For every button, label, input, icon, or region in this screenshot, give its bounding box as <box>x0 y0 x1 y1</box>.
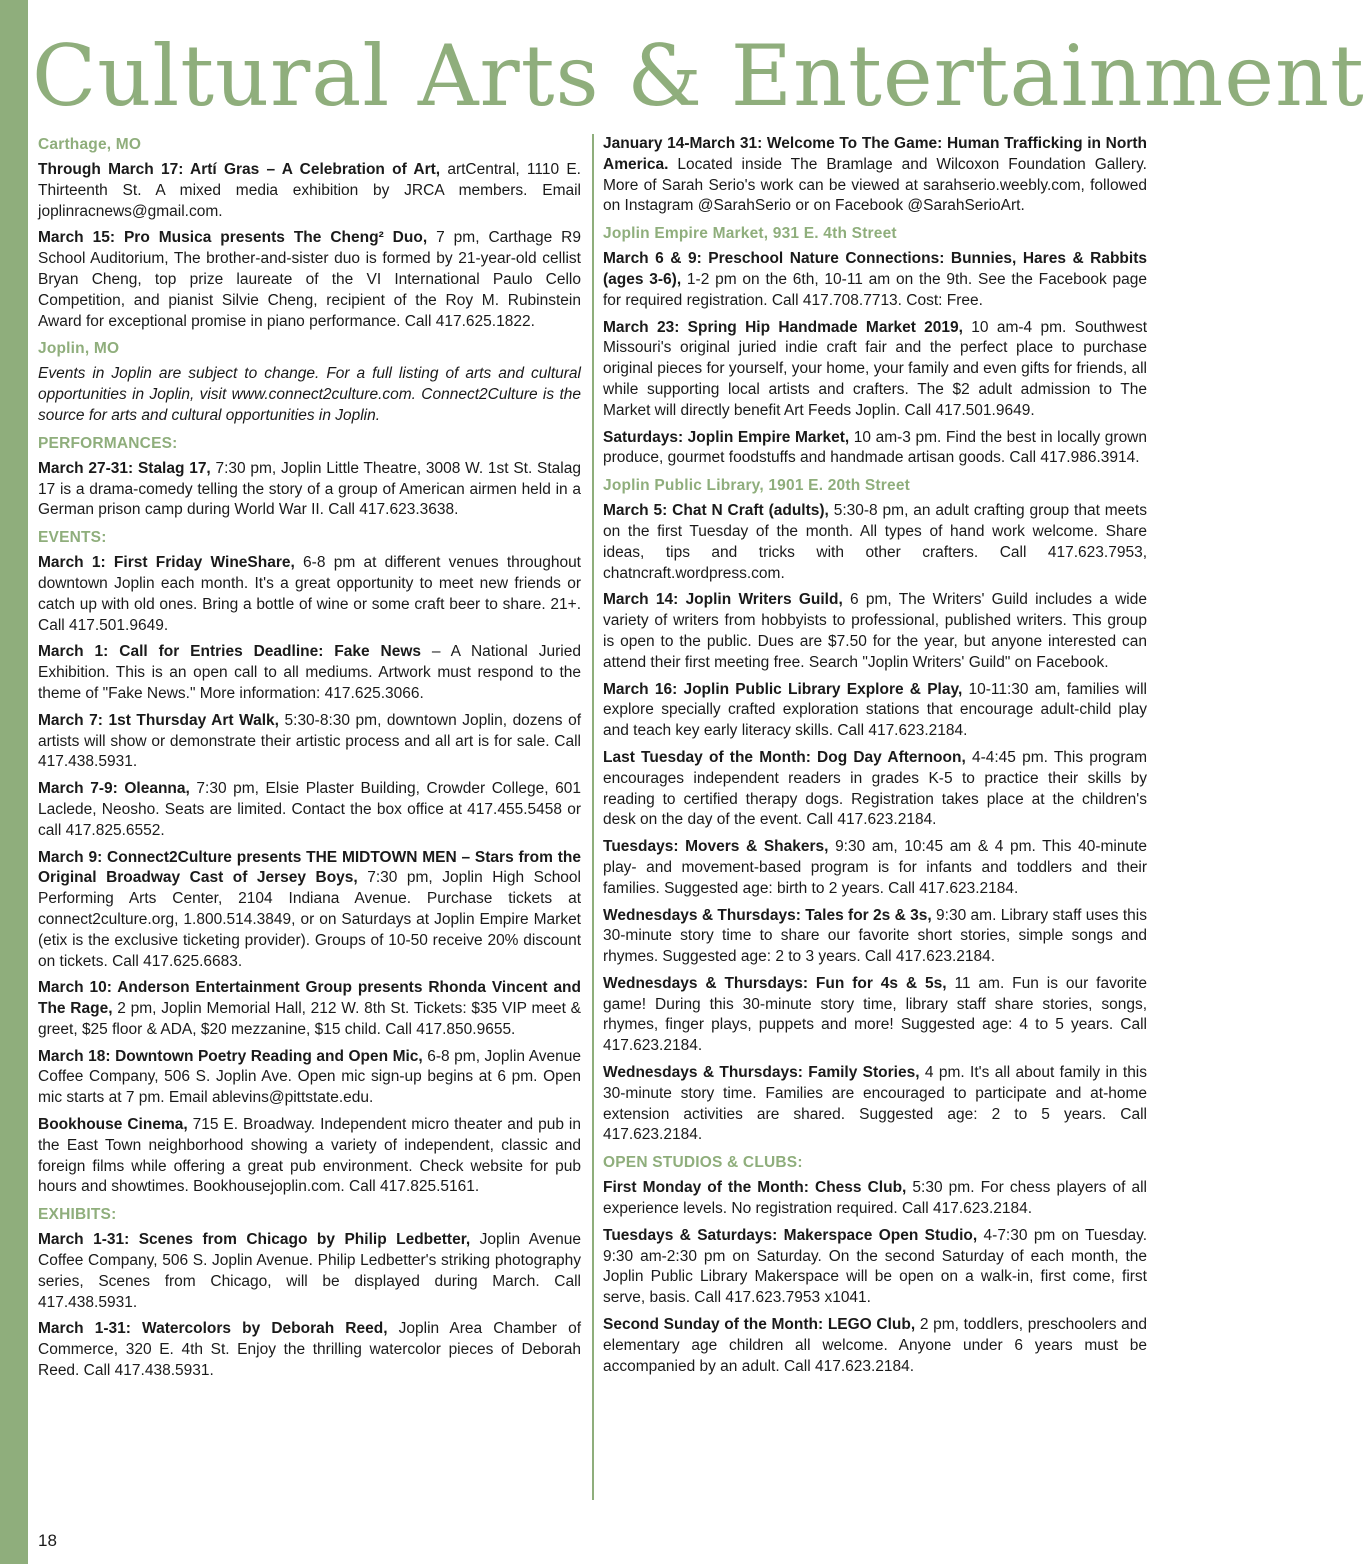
side-color-stripe <box>0 0 28 1564</box>
section-heading-events: EVENTS: <box>38 529 107 547</box>
page-title: Cultural Arts & Entertainment <box>32 27 1365 125</box>
section-heading-open-studios: OPEN STUDIOS & CLUBS: <box>603 1154 803 1172</box>
event-entry: March 14: Joplin Writers Guild, 6 pm, The Writers' Guild includes a wide variety of writers from hobbyists to professional, published writers. This group is open to the public. Dues are $7.50 for the year, but anyone interested can attend their first meeting free. Search "Joplin Writers' Guild" on Facebook. <box>603 591 1147 671</box>
event-entry: March 10: Anderson Entertainment Group presents Rhonda Vincent and The Rage, 2 pm, Joplin Memorial Hall, 212 W. 8th St. Tickets: $35 VIP meet & greet, $25 floor & ADA, $20 mezzanine, $15 child. Call 417.850.9655. <box>38 979 581 1038</box>
event-entry: Tuesdays: Movers & Shakers, 9:30 am, 10:45 am & 4 pm. This 40-minute play- and movement-based program is for infants and toddlers and their families. Suggested age: birth to 2 years. Call 417.623.2184. <box>603 838 1148 897</box>
event-entry: Saturdays: Joplin Empire Market, 10 am-3 pm. Find the best in locally grown produce, gourmet foodstuffs and handmade artisan goods. Call 417.986.3914. <box>603 428 1147 467</box>
section-heading-empire-market: Joplin Empire Market, 931 E. 4th Street <box>603 225 897 243</box>
joplin-note: Events in Joplin are subject to change. For a full listing of arts and cultural opportunities in Joplin, visit www.connect2culture.com. Connect2Culture is the source for arts and cultural opportunities in Joplin. <box>38 365 581 424</box>
left-column <box>38 134 581 1388</box>
event-entry: First Monday of the Month: Chess Club, 5:30 pm. For chess players of all experience levels. No registration required. Call 417.623.2184. <box>603 1179 1147 1218</box>
event-entry: January 14-March 31: Welcome To The Game: Human Trafficking in North America. Located inside The Bramlage and Wilcoxon Foundation Gallery. More of Sarah Serio's work can be viewed at sarahserio.weebly.com, followed on Instagram @SarahSerio or on Facebook @SarahSerioArt. <box>603 135 1147 215</box>
event-entry: March 7-9: Oleanna, 7:30 pm, Elsie Plaster Building, Crowder College, 601 Laclede, Neosho. Seats are limited. Contact the box office at 417.455.5458 or call 417.825.6552. <box>38 780 581 839</box>
event-entry: March 1: First Friday WineShare, 6-8 pm at different venues throughout downtown Joplin each month. It's a great opportunity to meet new friends or catch up with old ones. Bring a bottle of wine or some craft beer to share. 21+. Call 417.501.9649. <box>38 554 581 634</box>
event-entry: Wednesdays & Thursdays: Tales for 2s & 3s, 9:30 am. Library staff uses this 30-minute story time to share our favorite short stories, simple songs and rhymes. Suggested age: 2 to 3 years. Call 417.623.2184. <box>603 906 1147 966</box>
event-entry: Tuesdays & Saturdays: Makerspace Open Studio, 4-7:30 pm on Tuesday. 9:30 am-2:30 pm on Saturday. On the second Saturday of each month, the Joplin Public Library Makerspace will be open on a walk-in, first come, first serve, basis. Call 417.623.7953 x1041. <box>603 1226 1147 1307</box>
event-entry: March 23: Spring Hip Handmade Market 2019, 10 am-4 pm. Southwest Missouri's original juried indie craft fair and the perfect place to purchase original pieces for yourself, your home, your family and even gifts for friends, all while supporting local artists and crafters. The $2 adult admission to The Market will directly benefit Art Feeds Joplin. Call 417.501.9649. <box>603 318 1148 419</box>
event-entry: March 1-31: Scenes from Chicago by Philip Ledbetter, Joplin Avenue Coffee Company, 506 S. Joplin Avenue. Philip Ledbetter's striking photography series, Scenes from Chicago, will be displayed during March. Call 417.438.5931. <box>38 1231 581 1311</box>
event-entry: Wednesdays & Thursdays: Fun for 4s & 5s, 11 am. Fun is our favorite game! During this 30-minute story time, library staff share stories, songs, rhymes, finger plays, puppets and more! Suggested age: 4 to 5 years. Call 417.623.2184. <box>603 974 1147 1055</box>
event-entry: March 6 & 9: Preschool Nature Connections: Bunnies, Hares & Rabbits (ages 3-6), 1-2 pm on the 6th, 10-11 am on the 9th. See the Facebook page for required registration. Call 417.708.7713. Cost: Free. <box>603 250 1148 309</box>
event-entry: Bookhouse Cinema, 715 E. Broadway. Independent micro theater and pub in the East Town neighborhood showing a variety of independent, classic and foreign films while offering a great pub environment. Check website for pub hours and showtimes. Bookhousejoplin.com. Call 417.825.5161. <box>38 1116 581 1196</box>
section-heading-joplin: Joplin, MO <box>38 340 120 358</box>
right-column <box>603 134 1147 1383</box>
event-entry: Last Tuesday of the Month: Dog Day Afternoon, 4-4:45 pm. This program encourages independent readers in grades K-5 to practice their skills by reading to certified therapy dogs. Registration takes place at the children's desk on the day of the event. Call 417.623.2184. <box>603 748 1148 829</box>
column-divider <box>592 134 594 1500</box>
event-entry: Wednesdays & Thursdays: Family Stories, 4 pm. It's all about family in this 30-minute story time. Families are encouraged to participate and at-home extension activities are shared. Suggested age: 2 to 5 years. Call 417.623.2184. <box>603 1064 1148 1144</box>
event-entry: March 5: Chat N Craft (adults), 5:30-8 pm, an adult crafting group that meets on the first Tuesday of the month. All types of hand work welcome. Share ideas, tips and tricks with other crafters. Call 417.623.7953, chatncraft.wordpress.com. <box>603 502 1147 582</box>
event-entry: March 1: Call for Entries Deadline: Fake News – A National Juried Exhibition. This is an open call to all mediums. Artwork must respond to the theme of "Fake News." More information: 417.625.3066. <box>38 643 581 702</box>
event-entry: March 15: Pro Musica presents The Cheng² Duo, 7 pm, Carthage R9 School Auditorium, The brother-and-sister duo is formed by 21-year-old cellist Bryan Cheng, top prize laureate of the VI International Paulo Cello Competition, and pianist Silvie Cheng, recipient of the Roy M. Rubinstein Award for exceptional promise in piano performance. Call 417.625.1822. <box>38 229 581 330</box>
event-entry: Second Sunday of the Month: LEGO Club, 2 pm, toddlers, preschoolers and elementary age children all welcome. Anyone under 6 years must be accompanied by an adult. Call 417.623.2184. <box>603 1316 1147 1375</box>
section-heading-performances: PERFORMANCES: <box>38 434 178 452</box>
event-entry: March 27-31: Stalag 17, 7:30 pm, Joplin Little Theatre, 3008 W. 1st St. Stalag 17 is a drama-comedy telling the story of a group of American airmen held in a German prison camp during World War II. Call 417.623.3638. <box>38 459 581 519</box>
section-heading-carthage: Carthage, MO <box>38 136 142 153</box>
page-number: 18 <box>38 1531 57 1550</box>
event-entry: March 1-31: Watercolors by Deborah Reed, Joplin Area Chamber of Commerce, 320 E. 4th St. Enjoy the thrilling watercolor pieces of Deborah Reed. Call 417.438.5931. <box>38 1320 581 1380</box>
event-entry: March 18: Downtown Poetry Reading and Open Mic, 6-8 pm, Joplin Avenue Coffee Company, 506 S. Joplin Ave. Open mic sign-up begins at 6 pm. Open mic starts at 7 pm. Email ablevins@pittstate.edu. <box>38 1047 581 1107</box>
event-entry: March 7: 1st Thursday Art Walk, 5:30-8:30 pm, downtown Joplin, dozens of artists will show or demonstrate their artistic process and all art is for sale. Call 417.438.5931. <box>38 711 582 771</box>
section-heading-exhibits: EXHIBITS: <box>38 1206 117 1224</box>
event-entry: March 9: Connect2Culture presents THE MIDTOWN MEN – Stars from the Original Broadway Cast of Jersey Boys, 7:30 pm, Joplin High School Performing Arts Center, 2104 Indiana Avenue. Purchase tickets at connect2culture.org, 1.800.514.3849, or on Saturdays at Joplin Empire Market (etix is the exclusive ticketing provider). Groups of 10-50 receive 20% discount on tickets. Call 417.625.6683. <box>38 848 581 970</box>
event-entry: Through March 17: Artí Gras – A Celebration of Art, artCentral, 1110 E. Thirteenth St. A mixed media exhibition by JRCA members. Email joplinracnews@gmail.com. <box>38 161 581 220</box>
section-heading-library: Joplin Public Library, 1901 E. 20th Street <box>603 477 911 495</box>
event-entry: March 16: Joplin Public Library Explore & Play, 10-11:30 am, families will explore specially crafted exploration stations that encourage adult-child play and teach key early literacy skills. Call 417.623.2184. <box>603 680 1147 740</box>
